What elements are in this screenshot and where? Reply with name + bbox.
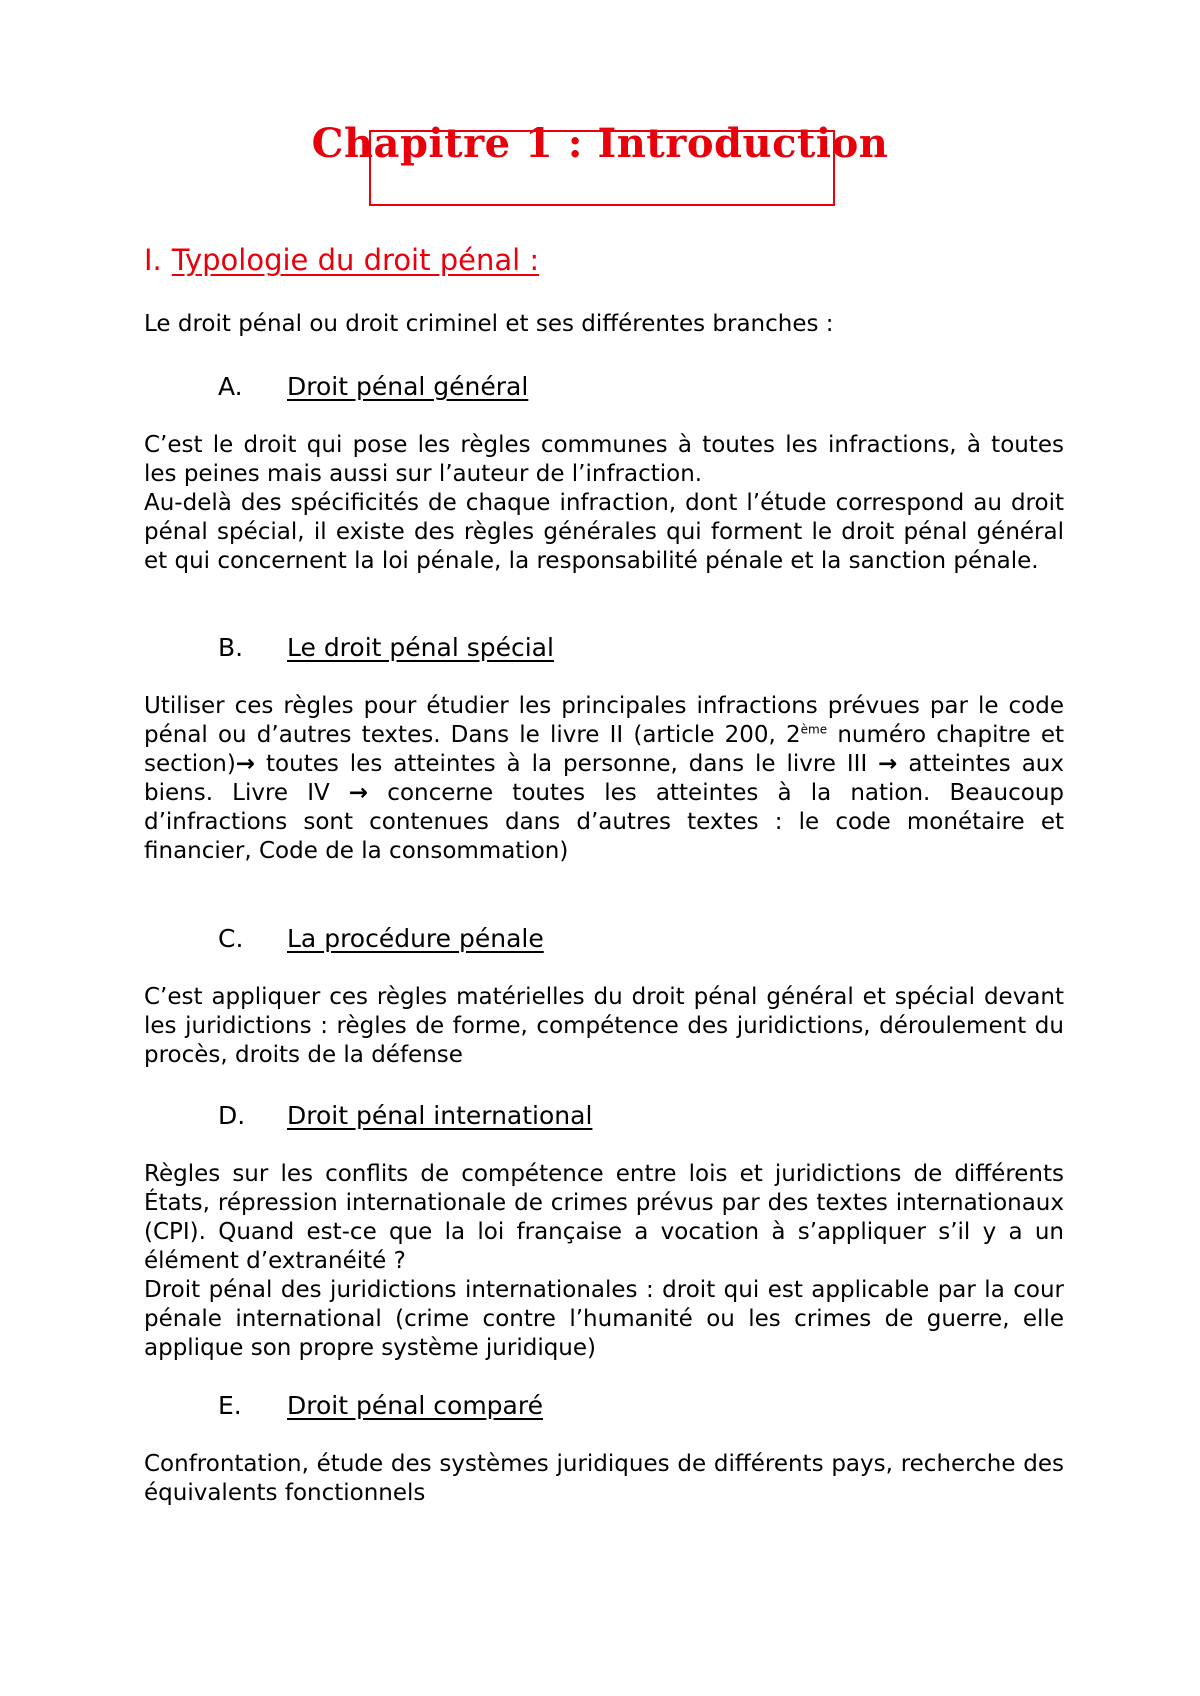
section-letter: B. <box>218 633 244 662</box>
section-body-a <box>144 431 1064 576</box>
text-run: toutes les atteintes à la personne, dans le livre III <box>255 751 879 777</box>
section-letter: D. <box>218 1101 246 1130</box>
paragraph <box>144 692 1064 866</box>
arrow-icon: → <box>235 751 256 777</box>
title-frame <box>369 130 835 206</box>
paragraph: Au-delà des spécificités de chaque infraction, dont l’étude correspond au droit pénal spécial, il existe des règles générales qui forment le droit pénal général et qui concernent la loi pénale, la responsabilité pénale et la sanction pénale. <box>144 490 1064 574</box>
paragraph: C’est le droit qui pose les règles communes à toutes les infractions, à toutes les peines mais aussi sur l’auteur de l’infraction. <box>144 432 1064 487</box>
paragraph: Règles sur les conflits de compétence entre lois et juridictions de différents États, répression internationale de crimes prévus par des textes internationaux (CPI). Quand est-ce que la loi française a vocation à s’appliquer s’il y a un élément d’extranéité ? <box>144 1161 1064 1274</box>
intro-text: Le droit pénal ou droit criminel et ses différentes branches : <box>144 311 834 337</box>
section-title: La procédure pénale <box>287 924 544 953</box>
part-heading <box>144 243 539 278</box>
section-title: Droit pénal international <box>287 1101 593 1130</box>
section-letter: E. <box>218 1391 242 1420</box>
section-letter: A. <box>218 372 243 401</box>
section-body-d <box>144 1160 1064 1363</box>
section-body-b <box>144 692 1064 866</box>
section-body-c <box>144 983 1064 1070</box>
section-title: Le droit pénal spécial <box>287 633 554 662</box>
section-letter: C. <box>218 924 244 953</box>
chapter-title: Chapitre 1 : Introduction <box>311 120 889 167</box>
section-title: Droit pénal comparé <box>287 1391 543 1420</box>
arrow-icon: → <box>878 751 898 777</box>
text-run: Utiliser ces règles pour étudier les principales infractions prévues par le code pénal ou d’autres textes. Dans le livre II (article 200, 2 <box>144 693 1064 748</box>
section-body-e <box>144 1450 1064 1508</box>
paragraph: Confrontation, étude des systèmes juridiques de différents pays, recherche des équivalents fonctionnels <box>144 1451 1064 1506</box>
text-run: atteintes aux biens. Livre IV <box>144 751 1064 806</box>
text-run: concerne toutes les atteintes à la nation. Beaucoup d’infractions sont contenues dans d’autres textes : le code monétaire et financier, Code de la consommation) <box>144 780 1064 864</box>
arrow-icon: → <box>348 780 369 806</box>
part-number: I. <box>144 243 162 277</box>
paragraph: Droit pénal des juridictions internationales : droit qui est applicable par la cour pénale international (crime contre l’humanité ou les crimes de guerre, elle applique son propre système juridique) <box>144 1277 1064 1361</box>
text-run: numéro chapitre et section) <box>144 722 1064 777</box>
paragraph: C’est appliquer ces règles matérielles du droit pénal général et spécial devant les juridictions : règles de forme, compétence des juridictions, déroulement du procès, droits de la défense <box>144 984 1064 1068</box>
section-title: Droit pénal général <box>287 372 529 401</box>
superscript: ème <box>800 722 828 737</box>
part-title: Typologie du droit pénal : <box>171 243 540 277</box>
